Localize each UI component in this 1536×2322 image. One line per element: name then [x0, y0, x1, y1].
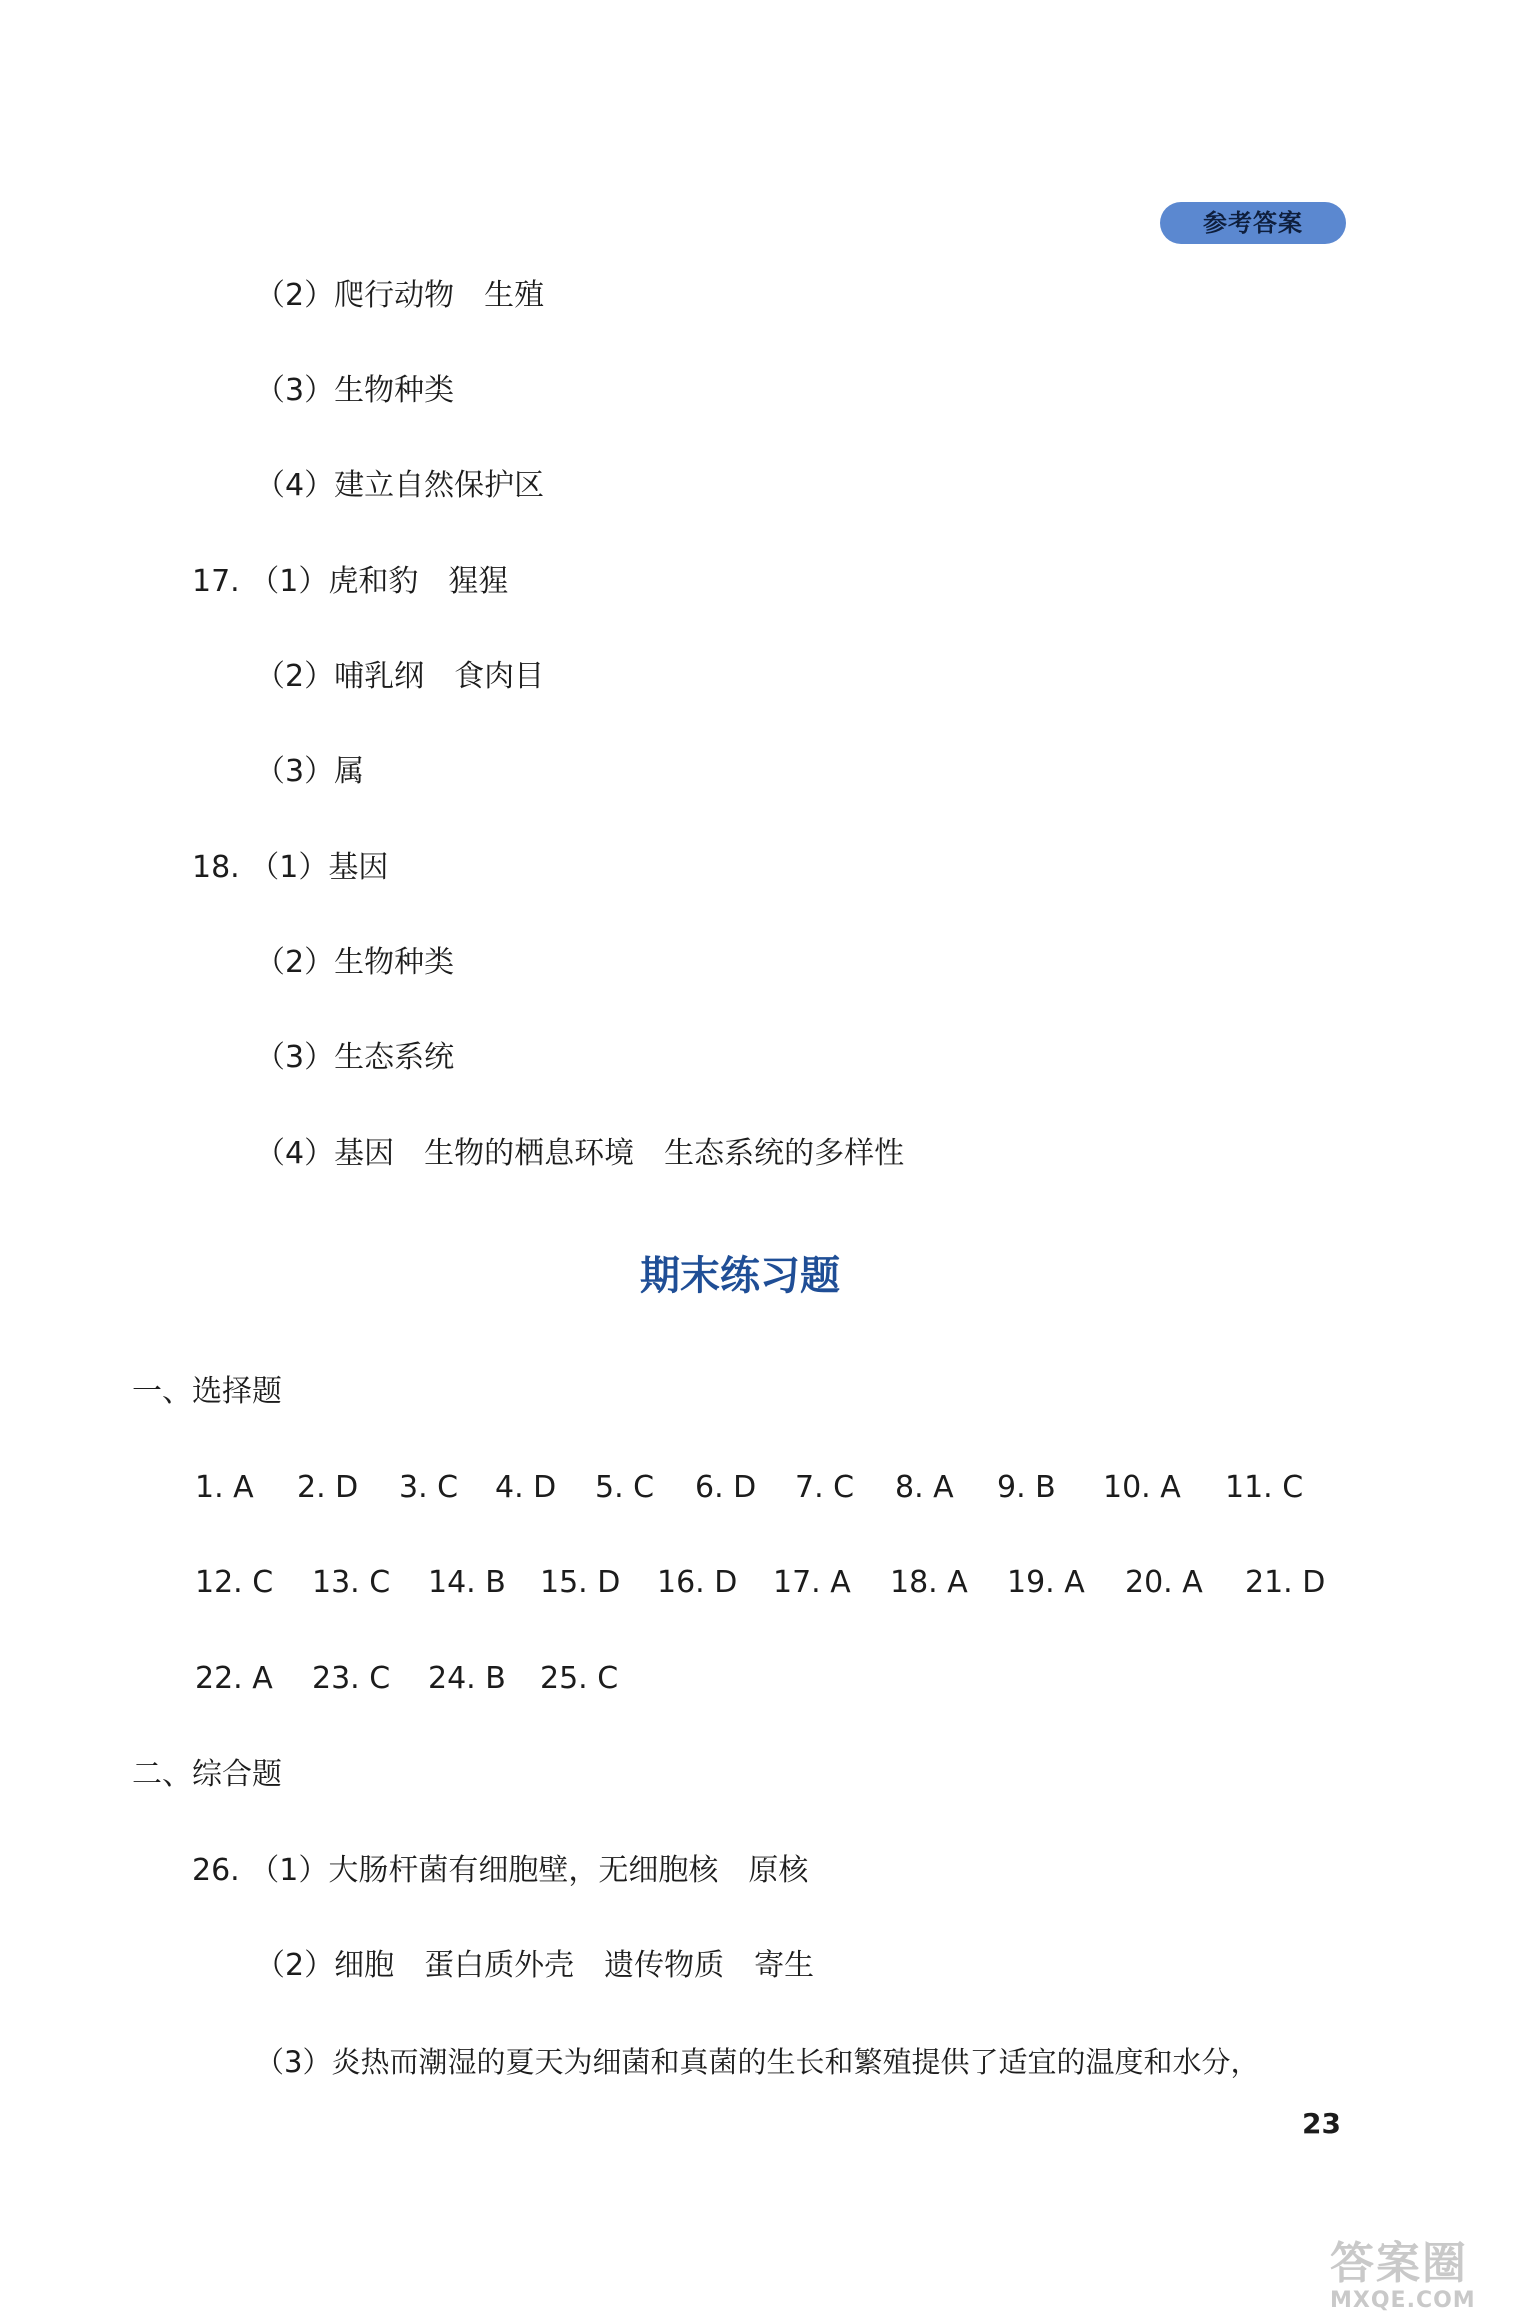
answer-key-badge: 参考答案 [1160, 202, 1346, 244]
mc-answer: 19. A [1007, 1565, 1085, 1600]
page-number: 23 [1302, 2107, 1341, 2140]
mc-answer: 21. D [1245, 1565, 1326, 1600]
answer-line: （3）生物种类 [255, 373, 455, 408]
answer-line: （2）生物种类 [255, 945, 455, 980]
mc-answer: 6. D [695, 1470, 757, 1505]
answer-line: （4）建立自然保护区 [255, 468, 545, 503]
mc-answer: 13. C [312, 1565, 391, 1600]
mc-answer: 14. B [428, 1565, 506, 1600]
section-heading: 一、选择题 [132, 1374, 282, 1409]
mc-answer: 10. A [1103, 1470, 1181, 1505]
mc-answer: 17. A [773, 1565, 851, 1600]
mc-answer: 22. A [195, 1661, 273, 1696]
answer-line: （3）生态系统 [255, 1040, 455, 1075]
mc-answer: 3. C [399, 1470, 459, 1505]
answer-line: （3）属 [255, 754, 365, 789]
mc-answer: 18. A [890, 1565, 968, 1600]
mc-answer: 4. D [495, 1470, 557, 1505]
answer-line: （2）哺乳纲 食肉目 [255, 659, 545, 694]
mc-answer: 11. C [1225, 1470, 1304, 1505]
mc-answer: 23. C [312, 1661, 391, 1696]
answer-line: （4）基因 生物的栖息环境 生态系统的多样性 [255, 1136, 905, 1171]
answer-line: 26. （1）大肠杆菌有细胞壁，无细胞核 原核 [192, 1853, 809, 1888]
mc-answer: 20. A [1125, 1565, 1203, 1600]
answer-line: （3）炎热而潮湿的夏天为细菌和真菌的生长和繁殖提供了适宜的温度和水分， [255, 2045, 1260, 2079]
watermark-logo-text: 答案圈 [1330, 2238, 1468, 2289]
section-heading: 二、综合题 [132, 1757, 282, 1792]
answer-line: 18. （1）基因 [192, 850, 389, 885]
answer-line: 17. （1）虎和豹 猩猩 [192, 564, 509, 599]
mc-answer: 12. C [195, 1565, 274, 1600]
mc-answer: 7. C [795, 1470, 855, 1505]
mc-answer: 24. B [428, 1661, 506, 1696]
mc-answer: 2. D [297, 1470, 359, 1505]
site-watermark [1330, 2240, 1530, 2320]
mc-answer: 15. D [540, 1565, 621, 1600]
mc-answer: 8. A [895, 1470, 954, 1505]
mc-answer: 9. B [997, 1470, 1056, 1505]
watermark-url: MXQE.COM [1330, 2288, 1476, 2313]
section-title: 期末练习题 [640, 1253, 840, 1299]
mc-answer: 1. A [195, 1470, 254, 1505]
answer-line: （2）爬行动物 生殖 [255, 278, 545, 313]
mc-answer: 16. D [657, 1565, 738, 1600]
mc-answer: 5. C [595, 1470, 655, 1505]
mc-answer: 25. C [540, 1661, 619, 1696]
answer-line: （2）细胞 蛋白质外壳 遗传物质 寄生 [255, 1948, 815, 1983]
